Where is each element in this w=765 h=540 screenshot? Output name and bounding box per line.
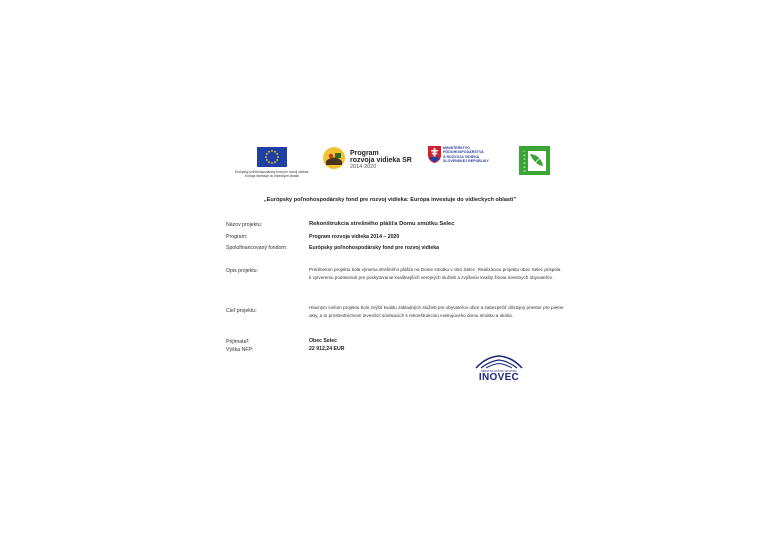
- program-label: Program:: [226, 234, 248, 240]
- inovec-name: INOVEC: [478, 372, 520, 383]
- leader-letter-d: D: [523, 161, 526, 165]
- leader-letter-r: R: [523, 169, 526, 173]
- project-name: Rekonštrukcia strešného plášťa Domu smútku Selec: [309, 221, 455, 227]
- ministry-line: PÔDOHOSPODÁRSTVA: [443, 150, 484, 155]
- project-name-label: Názov projektu:: [226, 222, 263, 228]
- recipient-label: Prijímateľ:: [226, 339, 250, 345]
- ministry-line: A ROZVOJA VIDIEKA: [443, 154, 480, 159]
- eu-caption: Európsky poľnohospodársky fond pre rozvoj vidieka: Európa investuje do vidieckych oblastí: [235, 170, 309, 178]
- description-label: Opis projektu:: [226, 268, 259, 274]
- page-heading: „Európsky poľnohospodársky fond pre rozvoj vidieka: Európa investuje do vidieckych oblastí": [263, 197, 517, 203]
- ministry-line: MINISTERSTVO: [443, 146, 470, 150]
- ministry-crest-icon: [428, 146, 441, 163]
- eu-flag-icon: [257, 147, 287, 167]
- prv-title: [350, 150, 412, 164]
- amount-value: 22 912,24 EUR: [309, 346, 345, 352]
- prv-years: 2014-2020: [350, 164, 377, 170]
- leader-letter-e2: E: [523, 165, 526, 169]
- amount-label: Výška NFP:: [226, 347, 254, 353]
- program-value: Program rozvoja vidieka 2014 – 2020: [309, 234, 400, 240]
- prv-title-line-2: rozvoja vidieka SR: [350, 157, 412, 164]
- leader-logo-icon: [519, 146, 550, 175]
- recipient-value: Obec Selec: [309, 338, 337, 344]
- inovec-subtitle: MIESTNA AKČNÁ SKUPINA: [481, 369, 517, 373]
- goal-label: Cieľ projektu:: [226, 308, 257, 314]
- cofund-value: Európsky poľnohospodársky fond pre rozvoj vidieka: [309, 245, 439, 251]
- leader-letter-l: L: [523, 149, 526, 153]
- description-text: Predmetom projektu bola výmena strešného plášťa na Dome smútku v obci Selec. Realizáciou projektu obec Selec prispela k vytvoreniu podmienok pre poskytovanie kvalitnejších verejných služieb a zvýšeniu kvality života miestnych obyvateľov.: [309, 267, 561, 281]
- cofund-label: Spolufinancovaný fondom:: [226, 245, 288, 251]
- prv-title-line-1: Program: [350, 150, 379, 157]
- prv-emblem-icon: [322, 146, 346, 170]
- goal-text: Hlavným cieľom projektu bolo zvýšiť kvalitu základných služieb pre obyvateľov obce a zabezpečiť dôstojný priestor pre pietne akty, a to prostredníctvom investícií súvisiacich s rekonštrukciou existujúceho domu smútku a okolia.: [309, 305, 564, 319]
- ministry-line: SLOVENSKEJ REPUBLIKY: [443, 159, 489, 164]
- leader-letter-e: E: [523, 153, 526, 157]
- ministry-name: [443, 146, 489, 164]
- leader-letter-a: A: [523, 157, 526, 161]
